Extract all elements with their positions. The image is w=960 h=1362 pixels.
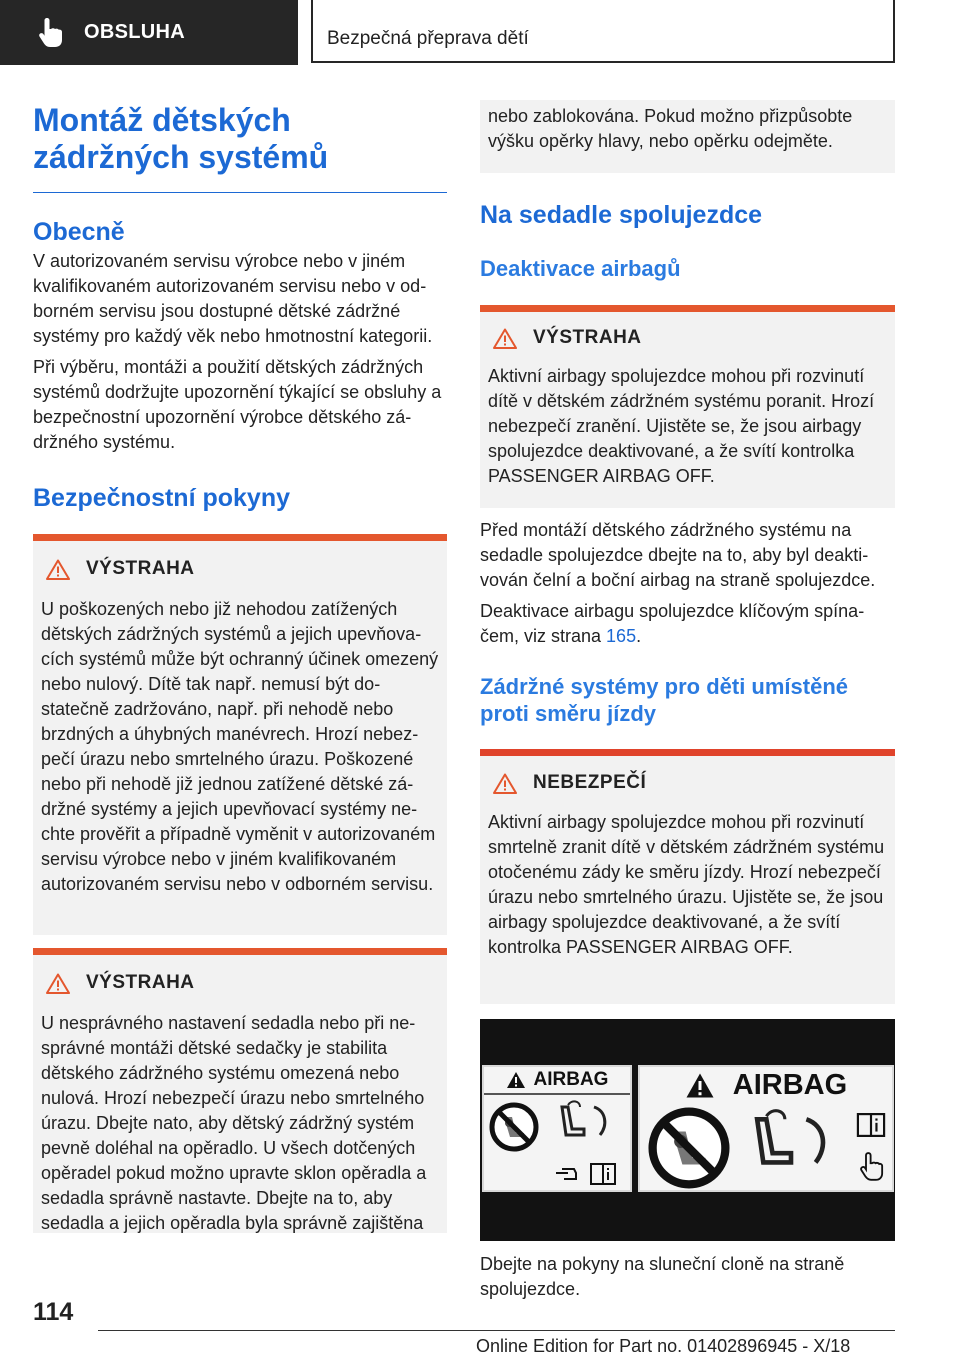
- warning-box-3: [480, 305, 895, 508]
- page-title-line-2: zádržných systémů: [33, 139, 329, 175]
- section-label: OBSLUHA: [84, 21, 185, 43]
- airbag-label-large-text: AIRBAG: [732, 1068, 848, 1101]
- footer-rule: [98, 1330, 895, 1331]
- page-link-165[interactable]: 165: [606, 626, 637, 646]
- heading-passenger-seat: Na sedadle spolujezdce: [480, 201, 763, 229]
- warning-triangle-icon: [46, 559, 70, 580]
- title-rule: [33, 192, 447, 193]
- warning-box-continued: [480, 100, 895, 173]
- no-child-seat-icon: [646, 1105, 732, 1191]
- warning-sign-icon: [685, 1072, 715, 1099]
- danger-title: NEBEZPEČÍ: [533, 772, 647, 793]
- warning-title: VÝSTRAHA: [86, 972, 195, 993]
- danger-text: Aktivní airbagy spolujezdce mohou při rozvinutí smrtelně zranit dítě v dětském zádržném systému otočenému zády ke směru jízdy. Hrozí nebezpečí úrazu nebo smrtelného úrazu. Ujistěte se, že jsou airbagy spolujezdce deaktivované, a že svítí kontrolka PASSENGER AIRBAG OFF.: [488, 812, 885, 957]
- warning-box-danger: [480, 749, 895, 1004]
- seat-airbag-icon: [736, 1107, 846, 1187]
- warning-triangle-icon: [493, 773, 517, 794]
- airbag-label-photo: [480, 1019, 895, 1241]
- hand-pointer-icon: [860, 1151, 884, 1181]
- chapter-label: Bezpečná přeprava dětí: [327, 28, 529, 49]
- heading-safety: Bezpečnostní pokyny: [33, 484, 290, 512]
- warning-box-1: [33, 534, 447, 935]
- right-column: [480, 100, 895, 1302]
- airbag-label-small-text: AIRBAG: [533, 1069, 609, 1090]
- left-column: [33, 102, 447, 1233]
- page-number: 114: [33, 1298, 74, 1326]
- warning-text-continued: nebo zablokována. Pokud možno přizpůsobte výšku opěrky hlavy, nebo opěrku odejměte.: [488, 106, 853, 151]
- page-title: [33, 102, 447, 176]
- warning-bar: [33, 948, 447, 955]
- warning-title: VÝSTRAHA: [86, 558, 195, 579]
- heading-general: Obecně: [33, 218, 125, 246]
- warning-triangle-icon: [493, 328, 517, 349]
- airbag-label-large: [638, 1065, 894, 1192]
- page-title-line-1: Montáž dětských: [33, 102, 291, 138]
- warning-text: U nesprávného nastavení sedadla nebo při nesprávné montáži dětské sedačky je stabilita dětského zádržného systému omezená nebo nulová. Hrozí nebezpečí úrazu nebo smrtelného úrazu. Dbejte nato, aby dětský zádržný systém pevně doléhal na opěradlo. U všech dotčených opěradel pokud možno upravte sklon opěradla a sedadla správně nastavte. Dbejte na to, aby sedadla a jejich opěradla byla správně zajištěna: [41, 1013, 427, 1233]
- paragraph-key-switch-text: Deaktivace airbagu spolujezdce klíčovým spínačem, viz strana: [480, 601, 865, 646]
- warning-sign-icon: [506, 1071, 526, 1089]
- airbag-label-small: [482, 1065, 632, 1192]
- paragraph-general-2: Při výběru, montáži a použití dětských zádržných systémů dodržujte upozornění týkající se obsluhy a bezpečnostní upozornění výrobce dětského zádržného systému.: [33, 357, 442, 452]
- paragraph-key-switch-end: .: [636, 626, 642, 646]
- warning-bar: [33, 534, 447, 541]
- photo-caption: Dbejte na pokyny na sluneční cloně na straně spolujezdce.: [480, 1254, 845, 1299]
- footer-edition: Online Edition for Part no. 01402896945 - X/18: [476, 1336, 851, 1356]
- no-child-seat-icon: [488, 1101, 540, 1153]
- warning-title: VÝSTRAHA: [533, 327, 642, 348]
- heading-airbag-deactivation: Deaktivace airbagů: [480, 256, 681, 281]
- warning-bar: [480, 305, 895, 312]
- manual-info-icon: [590, 1163, 616, 1185]
- chapter-tab: [311, 0, 895, 63]
- paragraph-before-install: Před montáží dětského zádržného systému na sedadle spolujezdce dbejte na to, aby byl deaktivován čelní a boční airbag na straně spolujezdce.: [480, 520, 876, 590]
- heading-rear-facing: Zádržné systémy pro děti umístěné proti směru jízdy: [480, 674, 848, 726]
- warning-bar: [480, 749, 895, 756]
- hand-pointer-icon: [38, 16, 64, 48]
- warning-box-2: [33, 948, 447, 1233]
- warning-text: U poškozených nebo již nehodou zatížených dětských zádržných systémů a jejich upevňovacích systémů může být ochranný účinek omezený nebo nulový. Dítě tak např. nemusí být dostatečně zadržováno, např. při nehodě nebo brzdných a úhybných manévrech. Hrozí nebezpečí úrazu nebo smrtelného úrazu. Poškozené nebo při nehodě již jednou zatížené dětské zádržné systémy a jejich upevňovací systémy nechte prověřit a případně vyměnit v autorizovaném servisu výrobce nebo v jiném kvalifikovaném autorizovaném servisu nebo v odborném servisu.: [41, 599, 439, 894]
- paragraph-general-1: V autorizovaném servisu výrobce nebo v jiném kvalifikovaném autorizovaném servisu nebo v odborném servisu jsou dostupné dětské zádržné systémy pro každý věk nebo hmotnostní kategorii.: [33, 251, 433, 346]
- warning-triangle-icon: [46, 973, 70, 994]
- paragraph-key-switch: [480, 599, 895, 649]
- seat-airbag-icon: [554, 1099, 614, 1151]
- hand-icon: [554, 1163, 580, 1183]
- section-tab: [0, 0, 298, 65]
- warning-text: Aktivní airbagy spolujezdce mohou při rozvinutí dítě v dětském zádržném systému poranit. Hrozí nebezpečí zranění. Ujistěte se, že jsou airbagy spolujezdce deaktivované, a že svítí kontrolka PASSENGER AIRBAG OFF.: [488, 366, 875, 486]
- manual-info-icon: [856, 1113, 886, 1137]
